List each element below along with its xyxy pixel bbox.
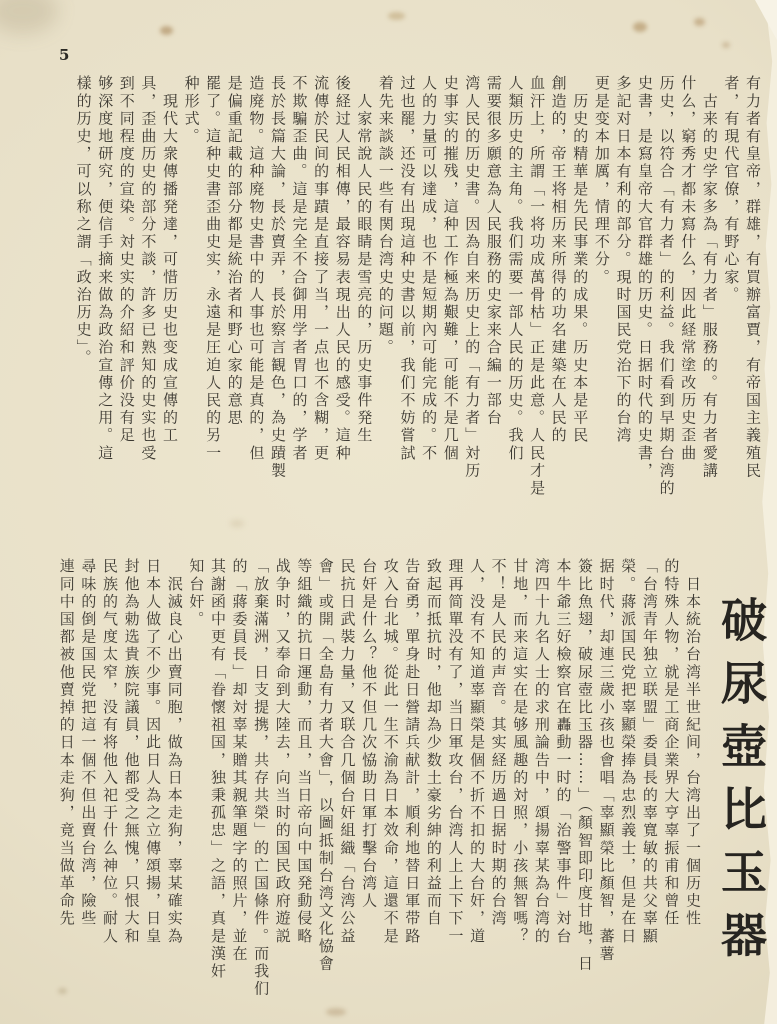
foxing-stain [694, 18, 705, 26]
text-column: 多記对日本有利的部分。現时国民党治下的台湾 [614, 75, 633, 445]
text-column: 封他為勅选貴族院議員，他都受之無愧，只恨大和 [122, 558, 141, 946]
text-column: 湾四十九名人士的求刑論告中，頌揚辜某為台湾的 [532, 558, 551, 946]
text-column: 战争时，又奉命到大陸去，向当时的国民政府遊説 [273, 558, 292, 946]
text-column: 不欺騙歪曲。這是完全不合御用学者胃口的，学者 [290, 75, 309, 463]
text-column: 「台湾青年独立联盟」委員長的辜寬敏的共父辜顯 [640, 558, 659, 946]
text-column: 过也罷，还没有出現這种史書以前，我们不妨嘗試 [398, 75, 417, 463]
text-column: 會」或開「全島有力者大會」，以圖抵制台湾文化恊會 [316, 558, 335, 973]
foxing-stain [160, 26, 173, 35]
text-column: 民族的气度太窄，没有将他入祀于什么神位。耐人 [100, 558, 119, 946]
foxing-stain [722, 42, 730, 48]
text-column: 致起而抵抗时，他却為少数土豪劣紳的利益而自 [424, 558, 443, 928]
upper-article [72, 75, 763, 545]
text-column: 的特殊人物，就是工商企業界大亨辜振甫和曾任 [662, 558, 681, 928]
text-column: 尋味的倒是国民党把這一個不但出賣台湾，險些 [79, 558, 98, 928]
text-column: 古来的史学家多為「有力者」服務的。有力者愛講 [700, 75, 719, 480]
text-column: 民抗日武裝力量，又联合几個台奸組織「台湾公益 [338, 558, 357, 946]
lower-article [55, 558, 770, 1018]
text-column: 本牛爺三好檢察官在轟動一时的「治警事件」対台 [554, 558, 573, 946]
text-column: 創造的，帝王将相历来所得的功名建築在人民的 [549, 75, 568, 445]
text-column: 攻入台北城。從此一生不渝為日本效命，這還不是 [381, 558, 400, 946]
text-column: 告奋勇，單身赴日營請兵献計，順利地替日軍带路 [403, 558, 422, 946]
text-column: 人的力量可以達成，也不是短期內可能完成的。不 [420, 75, 439, 463]
text-column: 榮。蔣派国民党把辜顯榮捧為忠烈義士，但是在日 [619, 558, 638, 946]
text-column: 历史的精華是先民事業的成果。历史本是平民 [571, 75, 590, 445]
text-column: 的「蔣委員長」却対辜某贈其親筆題字的照片，並在 [230, 558, 249, 963]
text-column: 其謝函中更有「眷懷祖国，独秉孤忠」之語，真是漢奸 [208, 558, 227, 981]
text-column: 日本人做了不少事。因此日人為之立傳頌揚，日皇 [144, 558, 163, 946]
foxing-stain [633, 22, 647, 32]
text-column: 史書，是寫皇帝大官群雄的历史。日据时代的史書， [636, 75, 655, 480]
text-column: 樣的历史，可以称之謂「政治历史」。 [74, 75, 93, 367]
text-column: 理再简單没有了，当日軍攻台，台湾人上上下下一 [446, 558, 465, 946]
article-title: 破尿壺比玉器 [714, 596, 768, 974]
text-column: 造廃物。這种廃物史書中的人事也可能是真的，但 [247, 75, 266, 463]
text-column: 者，有現代官僚，有野心家。 [722, 75, 741, 304]
text-column: 种形式。 [182, 75, 201, 146]
page-number: 5 [59, 46, 70, 64]
text-column: 历史，以符合「有力者」的利益。我们看到早期台湾的 [657, 75, 676, 498]
text-column: 現代大衆傳播発達，可惜历史也变成宣傳的工 [160, 75, 179, 445]
text-column: 够深度地研究，便信手摘来做為政治宣傳之用。這 [96, 75, 115, 463]
text-column: 据时代，却連三歲小孩也會唱「辜顯榮比顏智，蕃薯 [597, 558, 616, 963]
text-column: 是偏重記載的部分都是統治者和野心家的意思 [225, 75, 244, 427]
text-column: 湾人民的历史書。因為自来历史上的「有力者」対历 [463, 75, 482, 480]
text-column: 等組織的抗日運動，而且，当日帝向中国発動侵略 [295, 558, 314, 946]
text-column: 史事实的摧残，這种工作極為艱難，可能不是几個 [441, 75, 460, 463]
text-column: 血汗上，所謂「一将功成萬骨枯」正是此意。人民才是 [528, 75, 547, 498]
text-column: 日本統治台湾半世紀间，台湾出了一個历史性 [684, 558, 702, 928]
text-column: 長於長篇大論，長於賣弄，長於察言観色，為史蹟製 [268, 75, 287, 480]
text-column: 人家常說人民的眼睛是雪亮的，历史事件発生 [355, 75, 374, 445]
text-column: 有力者有皇帝，群雄，有買辦富賈，有帝国主義殖民 [744, 75, 762, 480]
foxing-stain [388, 12, 405, 20]
text-column: 知台奸。 [187, 558, 206, 629]
text-column: 「放棄滿洲，日支提携，共存共榮」的亡国條件。而我们 [252, 558, 271, 998]
text-column: 台奸是什么？他不但几次恊助日軍打擊台湾人 [360, 558, 379, 910]
text-column: 流傳於民间的事蹟是直接了当，一点也不含糊，更 [312, 75, 331, 463]
text-column: 人類历史的主角。我们需要一部人民的历史。我们 [506, 75, 525, 463]
text-column: 需要很多願意為人民服務的史家来合編一部台 [484, 75, 503, 427]
text-column: 簽比魚翅，破尿壺比玉器……」（顏智即印度甘地，日 [576, 558, 595, 973]
text-column: 到不同程度的宣染。対史实的介紹和評价没有足 [117, 75, 136, 445]
text-column: 連同中国都被他賣掉的日本走狗，竟当做革命先 [57, 558, 76, 928]
text-column: 泯滅良心出賣同胞，做為日本走狗，辜某確实為 [165, 558, 184, 946]
text-column: 着先来談談一些有関台湾史的问題。 [376, 75, 395, 357]
text-column: 具，歪曲历史的部分不談，許多已熟知的史实也受 [139, 75, 158, 463]
text-column: 不！是人民的声音。其实経历過日据时期的台湾 [489, 558, 508, 928]
text-column: 罷了。這种史書歪曲史实，永遠是圧迫人民的另一 [204, 75, 223, 463]
text-column: 人，没有不知道辜顯榮是個不折不扣的大台奸，道 [468, 558, 487, 946]
text-column: 甘地，而来這实在是够風趣的対照，小孩無智嗎？ [511, 558, 530, 946]
text-column: 更是变本加厲，情理不分。 [592, 75, 611, 287]
text-column: 後経过人民相傳，最容易表現出人民的感受。這种 [333, 75, 352, 463]
text-column: 什么，窮秀才都未寫什么，因此経常塗改历史歪曲 [679, 75, 698, 463]
